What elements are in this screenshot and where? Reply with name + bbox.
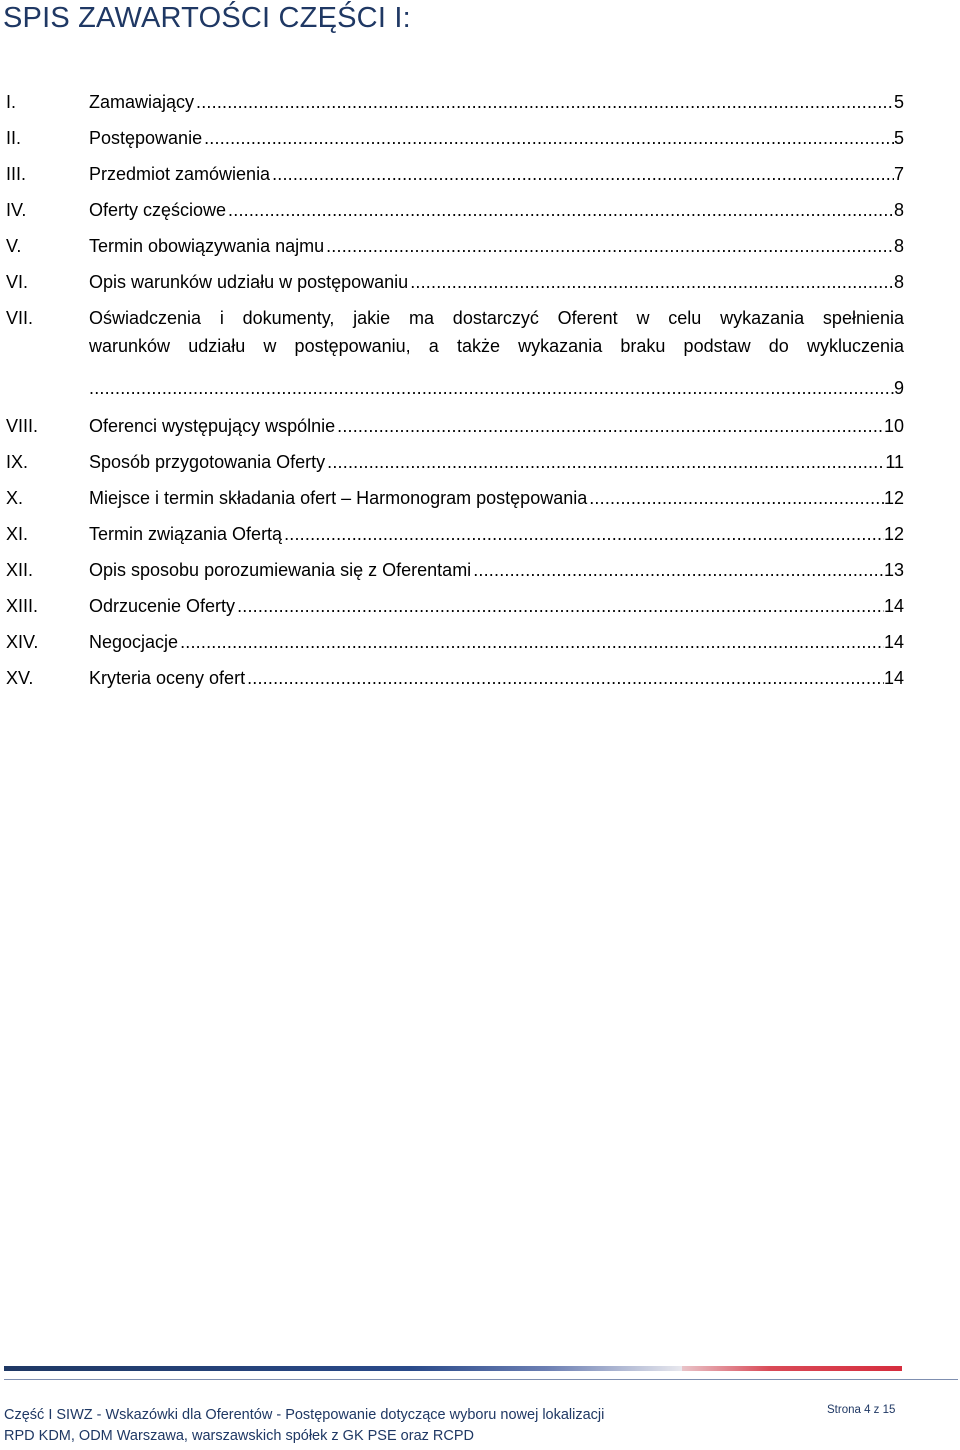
toc-leader — [89, 370, 894, 406]
toc-entry-x[interactable] — [6, 480, 904, 516]
toc-leader — [327, 444, 885, 480]
toc-title: Oferenci występujący wspólnie — [89, 416, 336, 436]
toc-entry-i[interactable] — [6, 84, 904, 120]
toc-title: Odrzucenie Oferty — [89, 596, 236, 616]
toc-page-number: 14 — [883, 596, 904, 616]
toc-number: V. — [6, 236, 22, 256]
toc-entry-xi[interactable] — [6, 516, 904, 552]
toc-page-number: 5 — [893, 128, 904, 148]
toc-entry-v[interactable] — [6, 228, 904, 264]
toc-title: Termin związania Ofertą — [89, 524, 283, 544]
toc-page-number: 12 — [883, 488, 904, 508]
toc-page-number: 10 — [883, 416, 904, 436]
toc-leader — [196, 84, 894, 120]
toc-title: Oferty częściowe — [89, 200, 227, 220]
toc-leader — [204, 120, 894, 156]
toc-leader — [180, 624, 884, 660]
toc-entry-iii[interactable] — [6, 156, 904, 192]
toc-entry-xii[interactable] — [6, 552, 904, 588]
toc-number: IV. — [6, 200, 27, 220]
footer-rule-blue — [4, 1366, 682, 1371]
toc-leader — [326, 228, 894, 264]
toc-title: Negocjacje — [89, 632, 179, 652]
toc-page-number: 8 — [893, 200, 904, 220]
toc-title: Postępowanie — [89, 128, 203, 148]
footer-color-rule — [4, 1366, 902, 1371]
toc-number: VII. — [6, 308, 34, 328]
toc-title: Opis warunków udziału w postępowaniu — [89, 272, 409, 292]
toc-leader — [272, 156, 894, 192]
toc-page-number: 13 — [883, 560, 904, 580]
toc-number: VI. — [6, 272, 29, 292]
page-title: SPIS ZAWARTOŚCI CZĘŚCI I: — [3, 2, 411, 34]
toc-number: XIV. — [6, 632, 39, 652]
toc-number: XIII. — [6, 596, 39, 616]
toc-leader — [247, 660, 884, 696]
toc-page-number: 9 — [893, 378, 904, 398]
toc-entry-viii[interactable] — [6, 408, 904, 444]
toc-number: I. — [6, 92, 17, 112]
toc-title: Miejsce i termin składania ofert – Harmonogram postępowania — [89, 488, 588, 508]
toc-number: XI. — [6, 524, 29, 544]
toc-title-line-2: warunków udziału w postępowaniu, a także wykazania braku podstaw do wykluczenia — [89, 336, 904, 356]
toc-page-number: 14 — [883, 668, 904, 688]
toc-title: Kryteria oceny ofert — [89, 668, 246, 688]
footer-page-number: Strona 4 z 15 — [827, 1404, 896, 1416]
toc-entry-xiii[interactable] — [6, 588, 904, 624]
toc-page-number: 8 — [893, 272, 904, 292]
toc-entry-ix[interactable] — [6, 444, 904, 480]
footer-line-2: RPD KDM, ODM Warszawa, warszawskich spółek z GK PSE oraz RCPD — [4, 1428, 475, 1444]
toc-page-number: 8 — [893, 236, 904, 256]
toc-number: XII. — [6, 560, 34, 580]
toc-number: III. — [6, 164, 27, 184]
toc-entry-vi[interactable] — [6, 264, 904, 300]
toc-title-line-1: Oświadczenia i dokumenty, jakie ma dostarczyć Oferent w celu wykazania spełnienia — [89, 308, 904, 328]
footer-text — [4, 1405, 604, 1447]
toc-leader — [473, 552, 884, 588]
footer-line-1: Część I SIWZ - Wskazówki dla Oferentów - Postępowanie dotyczące wyboru nowej lokalizacji — [4, 1407, 605, 1423]
toc-leader — [284, 516, 884, 552]
toc-leader — [410, 264, 894, 300]
toc-page-number: 7 — [893, 164, 904, 184]
toc-entry-ii[interactable] — [6, 120, 904, 156]
footer-divider — [4, 1379, 958, 1380]
toc-number: XV. — [6, 668, 34, 688]
toc-title: Opis sposobu porozumiewania się z Oferentami — [89, 560, 472, 580]
toc-title: Termin obowiązywania najmu — [89, 236, 325, 256]
toc-page-number: 12 — [883, 524, 904, 544]
footer-rule-red — [682, 1366, 902, 1371]
toc-leader — [237, 588, 884, 624]
toc-title: Zamawiający — [89, 92, 195, 112]
toc-leader — [228, 192, 894, 228]
toc-entry-xiv[interactable] — [6, 624, 904, 660]
toc-number: VIII. — [6, 416, 39, 436]
toc-number: X. — [6, 488, 24, 508]
table-of-contents — [6, 84, 904, 696]
toc-number: II. — [6, 128, 22, 148]
toc-page-number: 5 — [893, 92, 904, 112]
toc-entry-vii[interactable] — [6, 300, 904, 408]
toc-leader — [337, 408, 884, 444]
toc-page-number: 11 — [885, 452, 904, 472]
toc-entry-iv[interactable] — [6, 192, 904, 228]
toc-title: Przedmiot zamówienia — [89, 164, 271, 184]
toc-number: IX. — [6, 452, 29, 472]
toc-entry-xv[interactable] — [6, 660, 904, 696]
toc-leader — [589, 480, 884, 516]
toc-title: Sposób przygotowania Oferty — [89, 452, 326, 472]
toc-page-number: 14 — [883, 632, 904, 652]
